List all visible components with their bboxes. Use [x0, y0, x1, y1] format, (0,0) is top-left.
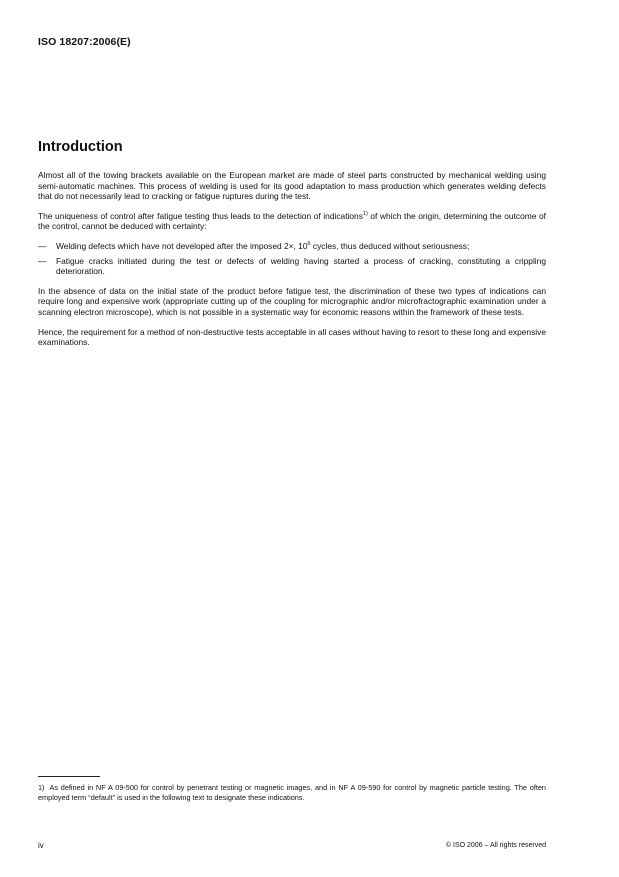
footnote: [38, 783, 546, 802]
paragraph-4: Hence, the requirement for a method of non-destructive tests acceptable in all cases without having to resort to these long and expensive examinations.: [38, 326, 546, 348]
footnote-separator: [38, 776, 100, 777]
copyright-notice: © ISO 2006 – All rights reserved: [445, 842, 546, 849]
footnote-mark: 1): [38, 783, 45, 792]
indication-origin-list: [38, 241, 546, 277]
list-item: [38, 241, 546, 252]
paragraph-2-text-a: The uniqueness of control after fatigue testing thus leads to the detection of indications: [38, 210, 363, 221]
list-item-1-text-b: cycles, thus deduced without seriousness;: [310, 240, 470, 251]
page-number: iv: [38, 841, 44, 850]
paragraph-1: Almost all of the towing brackets available on the European market are made of steel parts constructed by mechanical welding using semi-automatic machines. This process of welding is used for its good adaptation to mass production which generates welding defects that do not necessarily lead to cracking or fatigue ruptures during the test.: [38, 170, 546, 202]
list-item-1-text-a: Welding defects which have not developed after the imposed 2×, 10: [56, 240, 308, 251]
paragraph-2-text-b: of which the origin, determining the outcome of the control, cannot be deduced with certainty:: [38, 210, 546, 232]
exponent: 6: [307, 241, 311, 248]
section-title: Introduction: [38, 139, 123, 155]
paragraph-2: [38, 211, 546, 232]
document-identifier: ISO 18207:2006(E): [38, 36, 131, 48]
dash-bullet: —: [38, 240, 47, 251]
list-item-2-text: Fatigue cracks initiated during the test or defects of welding having started a process of cracking, constituting a crippling deterioration.: [56, 255, 546, 277]
dash-bullet: —: [38, 255, 47, 266]
footnote-text: As defined in NF A 09-500 for control by penetrant testing or magnetic images, and in NF A 09-590 for control by magnetic particle testing. The often employed term “default” is used in the following text to designate these indications.: [38, 783, 546, 802]
introduction-body: [38, 170, 546, 357]
list-item: [38, 256, 546, 277]
footnote-reference: 1): [362, 210, 368, 217]
paragraph-3: In the absence of data on the initial state of the product before fatigue test, the discrimination of these two types of indications can require long and expensive work (appropriate cutting up of the coupling for micrographic and/or microfractographic examination under a scanning electron microscope), which is not possible in a systematic way for economic reasons within the framework of these tests.: [38, 285, 546, 317]
